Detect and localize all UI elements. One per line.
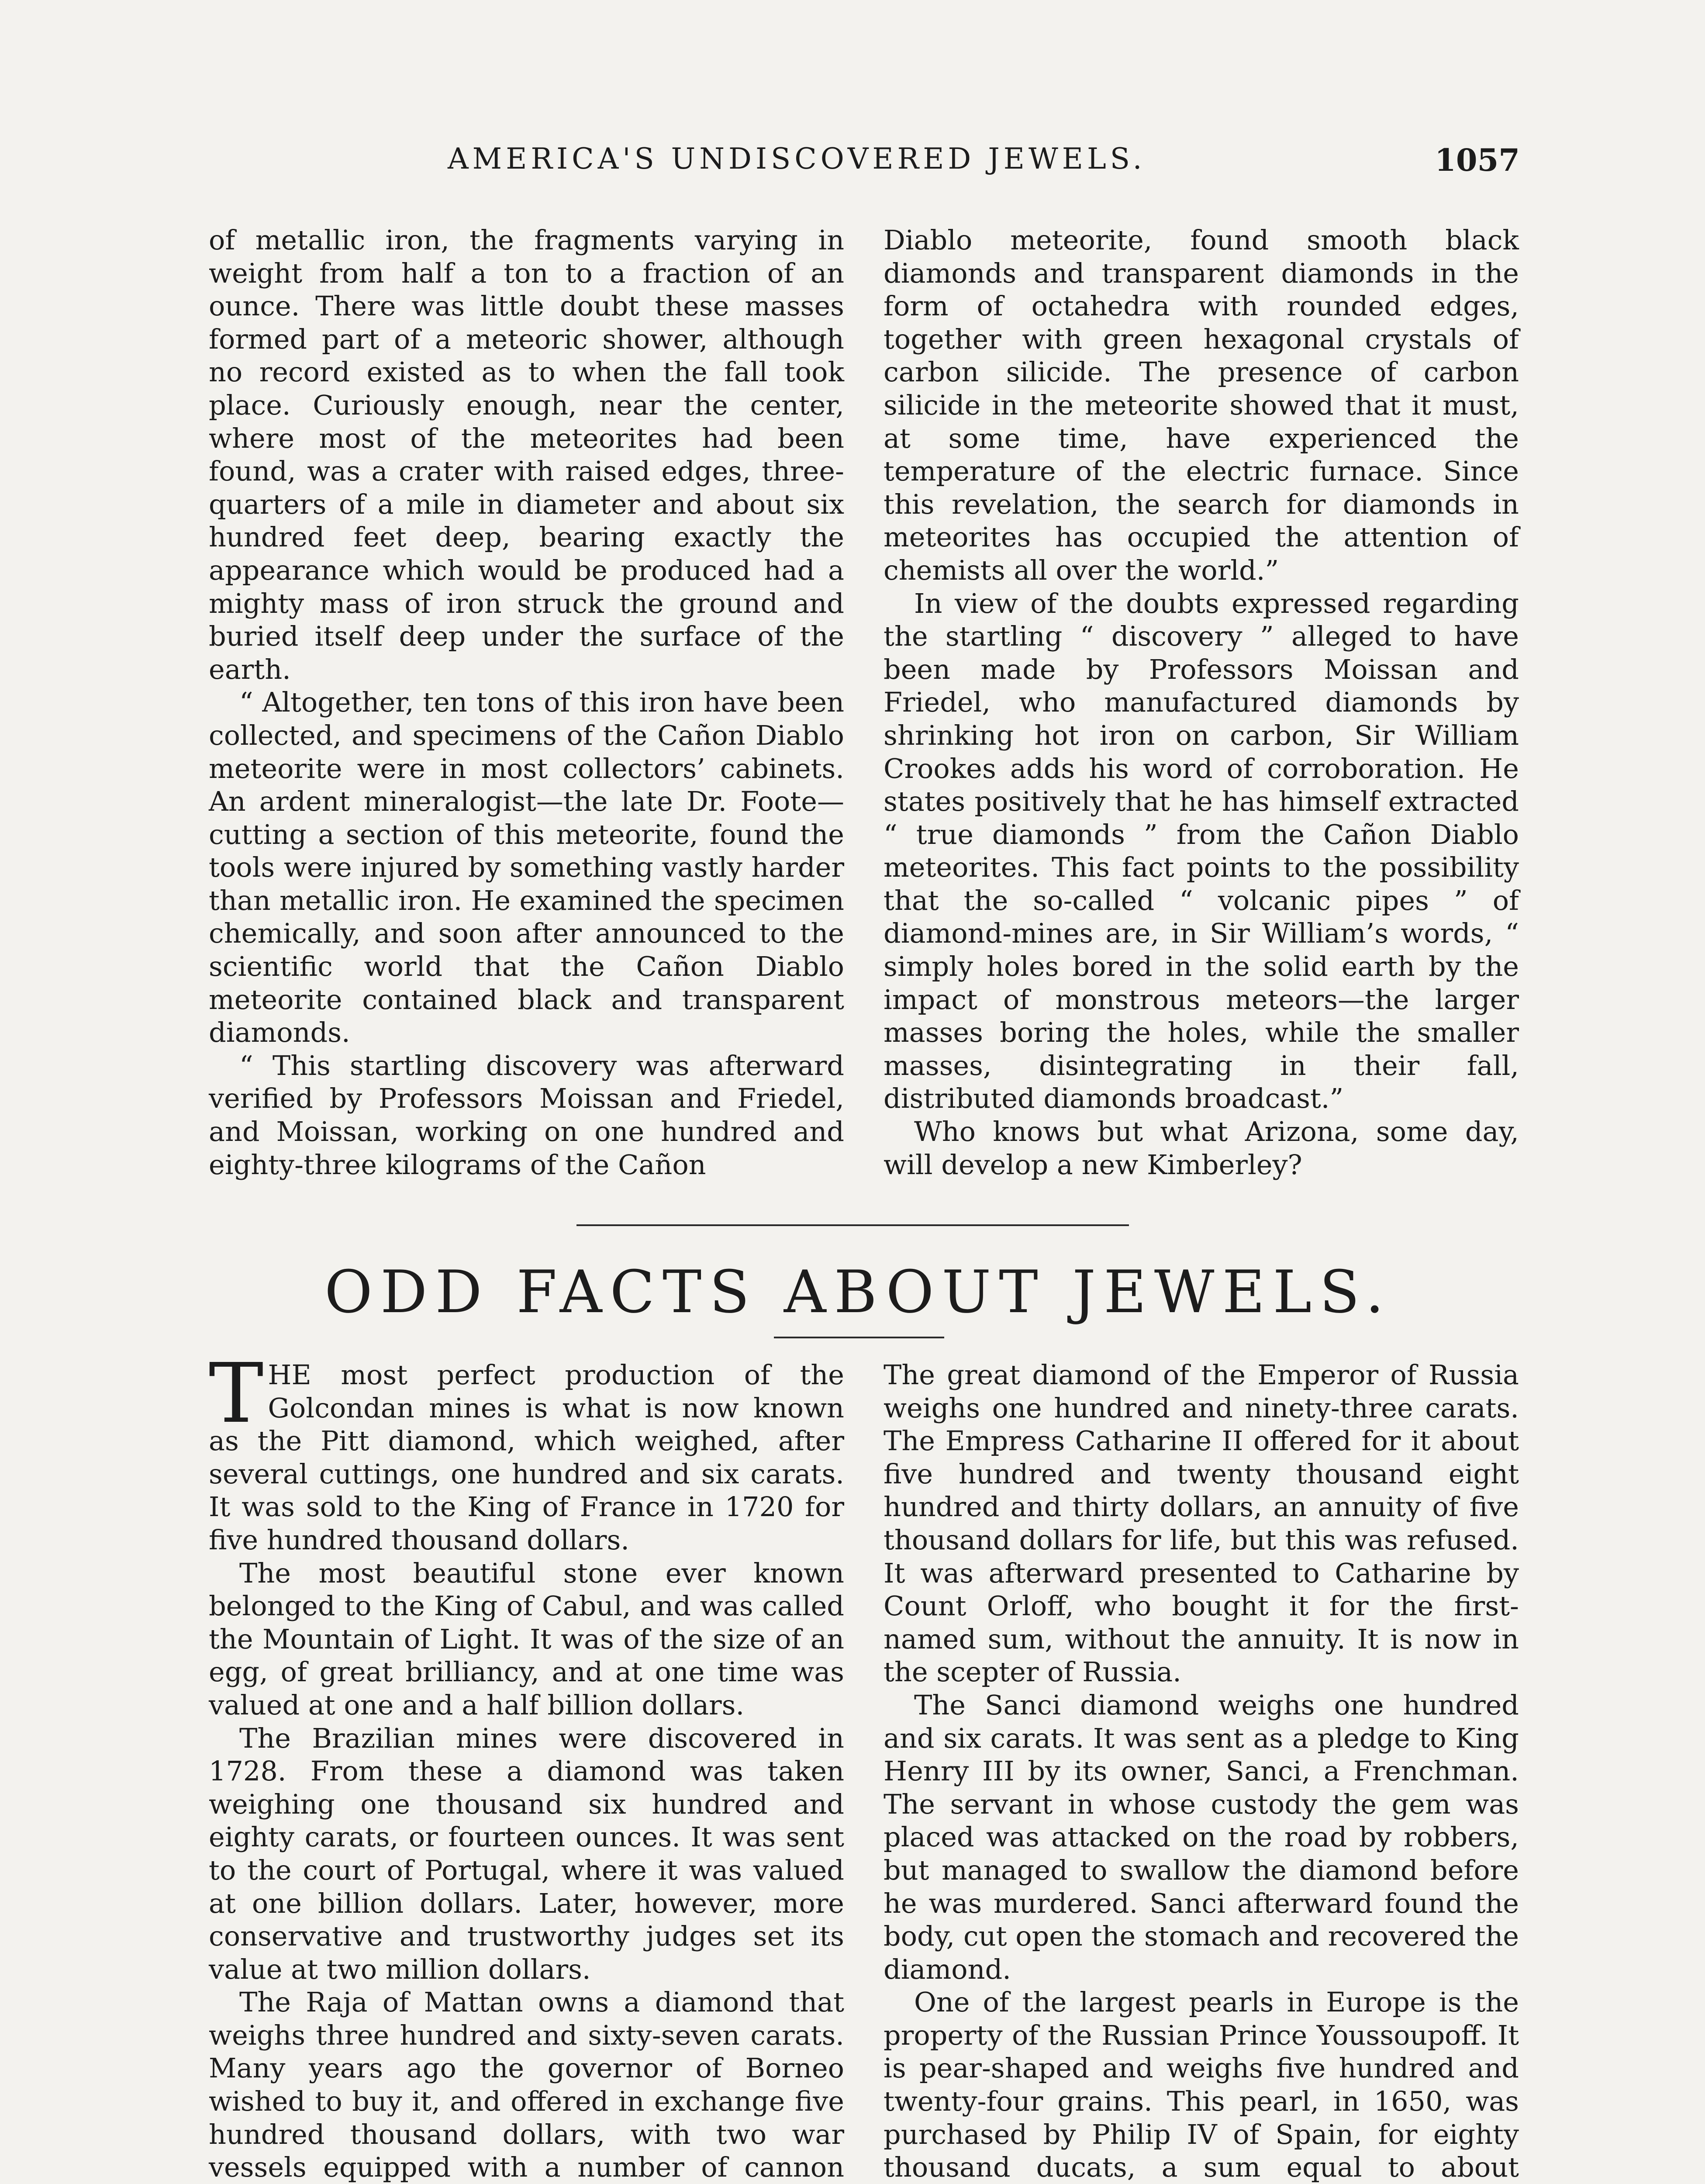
continued-article-left-column bbox=[209, 224, 844, 1181]
paragraph: Diablo meteorite, found smooth black diamonds and transparent diamonds in the form of octahedra with rounded edges, together with green hexagonal crystals of carbon silicide. The presence of carbon silicide in the meteorite showed that it must, at some time, have experienced the temperature of the electric furnace. Since this revelation, the search for diamonds in meteorites has occupied the attention of chemists all over the world.” bbox=[884, 224, 1519, 586]
paragraph: Who knows but what Arizona, some day, will develop a new Kimberley? bbox=[884, 1116, 1519, 1181]
headline-underline-rule bbox=[774, 1337, 944, 1338]
article-headline: ODD FACTS ABOUT JEWELS. bbox=[324, 1258, 1392, 1326]
paragraph: “ This startling discovery was afterward verified by Professors Moissan and Friedel, and Moissan, working on one hundred and eighty-three kilograms of the Cañon bbox=[209, 1049, 844, 1181]
paragraph: The Sanci diamond weighs one hundred and six carats. It was sent as a pledge to King Henry III by its owner, Sanci, a Frenchman. The servant in whose custody the gem was placed was attacked on the road by robbers, but managed to swallow the diamond before he was murdered. Sanci afterward found the body, cut open the stomach and recovered the diamond. bbox=[884, 1689, 1519, 1985]
running-header bbox=[205, 142, 1520, 190]
drop-cap: T bbox=[209, 1346, 264, 1441]
running-title: AMERICA'S UNDISCOVERED JEWELS. bbox=[448, 142, 1146, 176]
paragraph: of metallic iron, the fragments varying in weight from half a ton to a fraction of an ounce. There was little doubt these masses formed part of a meteoric shower, although no record existed as to when the fall took place. Curiously enough, near the center, where most of the meteorites had been found, was a crater with raised edges, three-quarters of a mile in diameter and about six hundred feet deep, bearing exactly the appearance which would be produced had a mighty mass of iron struck the ground and buried itself deep under the surface of the earth. bbox=[209, 224, 844, 685]
page-number: 1057 bbox=[1435, 142, 1520, 178]
paragraph: In view of the doubts expressed regarding the startling “ discovery ” alleged to have been made by Professors Moissan and Friedel, who manufactured diamonds by shrinking hot iron on carbon, Sir William Crookes adds his word of corroboration. He states positively that he has himself extracted “ true diamonds ” from the Cañon Diablo meteorites. This fact points to the possibility that the so-called “ volcanic pipes ” of diamond-mines are, in Sir William’s words, “ simply holes bored in the solid earth by the impact of monstrous meteors—the larger masses boring the holes, while the smaller masses, disintegrating in their fall, distributed diamonds broadcast.” bbox=[884, 587, 1519, 1115]
paragraph: The Brazilian mines were discovered in 1728. From these a diamond was taken weighing one thousand six hundred and eighty carats, or fourteen ounces. It was sent to the court of Portugal, where it was valued at one billion dollars. Later, however, more conservative and trustworthy judges set its value at two million dollars. bbox=[209, 1722, 844, 1985]
continued-article-right-column bbox=[884, 224, 1519, 1181]
paragraph bbox=[209, 1346, 844, 1557]
paragraph: The Raja of Mattan owns a diamond that weighs three hundred and sixty-seven carats. Many years ago the governor of Borneo wished to buy it, and offered in exchange five hundred thousand dollars, with two war vessels equipped with a number of cannon bbox=[209, 1986, 844, 2184]
paragraph-text: HE most perfect production of the Golcondan mines is what is now known as the Pitt diamond, which weighed, after several cuttings, one hundred and six carats. It was sold to the King of France in 1720 for five hundred thousand dollars. bbox=[209, 1359, 844, 1556]
paragraph: One of the largest pearls in Europe is the property of the Russian Prince Youssoupoff. It is pear-shaped and weighs five hundred and twenty-four grains. This pearl, in 1650, was purchased by Philip IV of Spain, for eighty thousand ducats, a sum equal to about bbox=[884, 1986, 1519, 2184]
paragraph: The great diamond of the Emperor of Russia weighs one hundred and ninety-three carats. The Empress Catharine II offered for it about five hundred and twenty thousand eight hundred and thirty dollars, an annuity of five thousand dollars for life, but this was refused. It was afterward presented to Catharine by Count Orloff, who bought it for the first-named sum, without the annuity. It is now in the scepter of Russia. bbox=[884, 1359, 1519, 1688]
section-divider-rule bbox=[576, 1224, 1129, 1226]
article-right-column bbox=[884, 1358, 1519, 2184]
paragraph: The most beautiful stone ever known belonged to the King of Cabul, and was called the Mountain of Light. It was of the size of an egg, of great brilliancy, and at one time was valued at one and a half billion dollars. bbox=[209, 1557, 844, 1721]
article-left-column bbox=[209, 1346, 844, 2184]
paragraph: “ Altogether, ten tons of this iron have been collected, and specimens of the Cañon Diablo meteorite were in most collectors’ cabinets. An ardent mineralogist—the late Dr. Foote—cutting a section of this meteorite, found the tools were injured by something vastly harder than metallic iron. He examined the specimen chemically, and soon after announced to the scientific world that the Cañon Diablo meteorite contained black and transparent diamonds. bbox=[209, 686, 844, 1049]
